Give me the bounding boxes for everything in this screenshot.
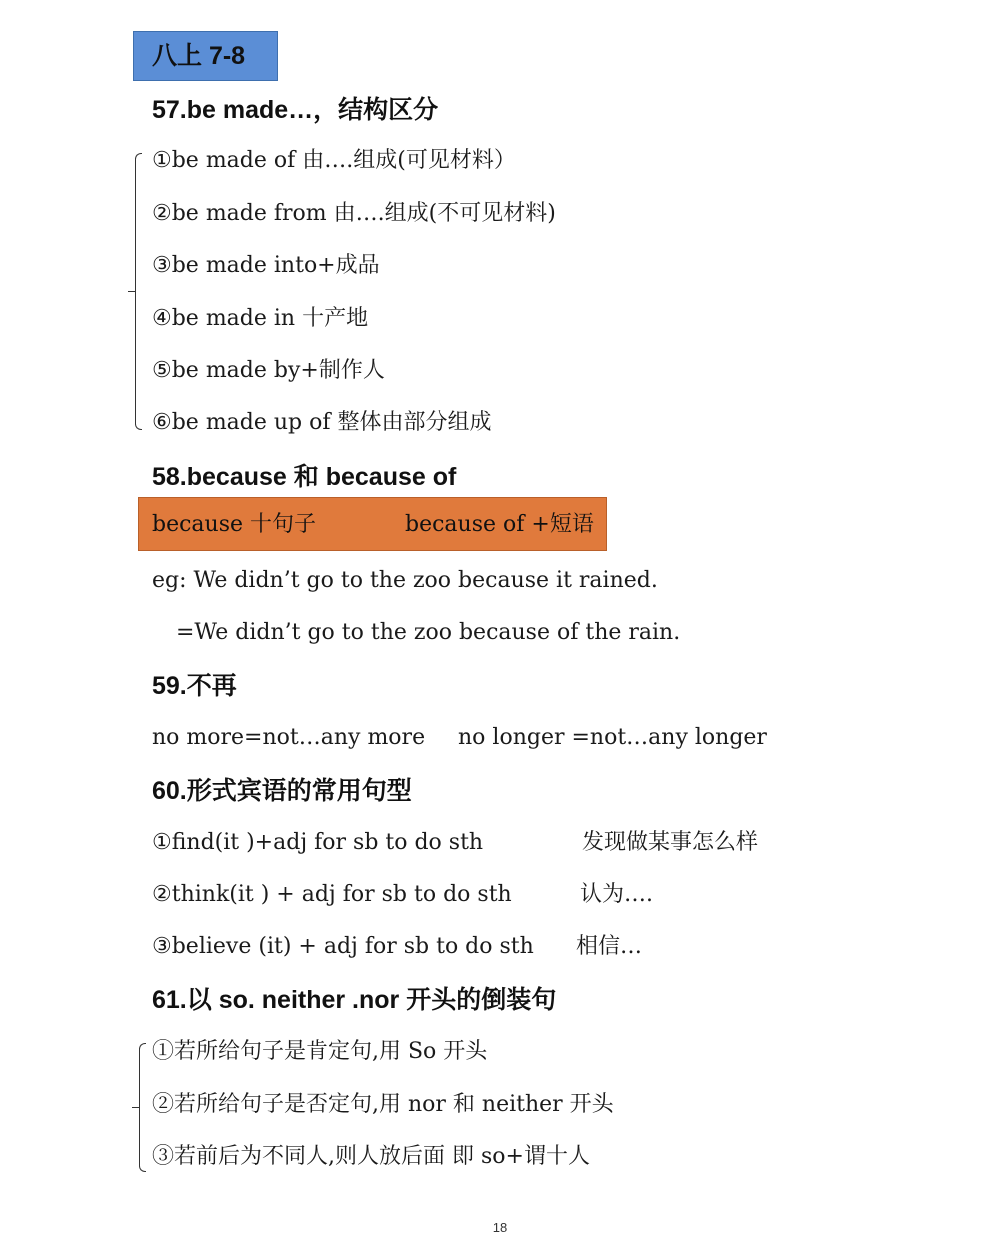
brace-57-lower [135,291,142,430]
s61-item-3: ③若前后为不同人,则人放后面 即 so+谓十人 [152,1144,590,1169]
because-comparison-box [138,497,607,551]
s60-row-1-en: ①find(it )+adj for sb to do sth [152,830,484,855]
chapter-tag: 八上 7-8 [133,31,278,81]
s60-row-1-cn: 发现做某事怎么样 [582,830,759,855]
page-number: 18 [492,1220,508,1235]
s57-item-5: ⑤be made by+制作人 [152,358,385,383]
because-of-phrase-label: because of +短语 [405,512,594,537]
brace-57-upper [135,153,142,292]
s61-item-2: ②若所给句子是否定句,用 nor 和 neither 开头 [152,1092,614,1117]
s60-row-3-en: ③believe (it) + adj for sb to do sth [152,934,534,959]
section-61-heading: 61.以 so. neither .nor 开头的倒装句 [152,986,557,1014]
s57-item-1: ①be made of 由….组成(可见材料） [152,148,516,173]
s59-no-longer: no longer =not…any longer [458,725,767,750]
section-57-heading: 57.be made…，结构区分 [152,96,439,124]
because-clause-label: because 十句子 [152,512,317,537]
s60-row-2-en: ②think(it ) + adj for sb to do sth [152,882,512,907]
s57-item-4: ④be made in 十产地 [152,306,369,331]
s58-example-2: =We didn’t go to the zoo because of the rain. [176,620,681,645]
section-58-heading: 58.because 和 because of [152,463,457,491]
s60-row-2-cn: 认为…. [580,882,653,907]
s57-item-2: ②be made from 由….组成(不可见材料) [152,201,556,226]
s60-row-3-cn: 相信… [576,934,643,959]
s57-item-6: ⑥be made up of 整体由部分组成 [152,410,492,435]
s61-item-1: ①若所给句子是肯定句,用 So 开头 [152,1039,488,1064]
section-60-heading: 60.形式宾语的常用句型 [152,777,412,805]
section-59-heading: 59.不再 [152,672,237,700]
s58-example-1: eg: We didn’t go to the zoo because it rained. [152,568,658,593]
brace-61-upper [139,1043,146,1108]
s57-item-3: ③be made into+成品 [152,253,380,278]
brace-61-lower [139,1107,146,1172]
s59-no-more: no more=not…any more [152,725,426,750]
